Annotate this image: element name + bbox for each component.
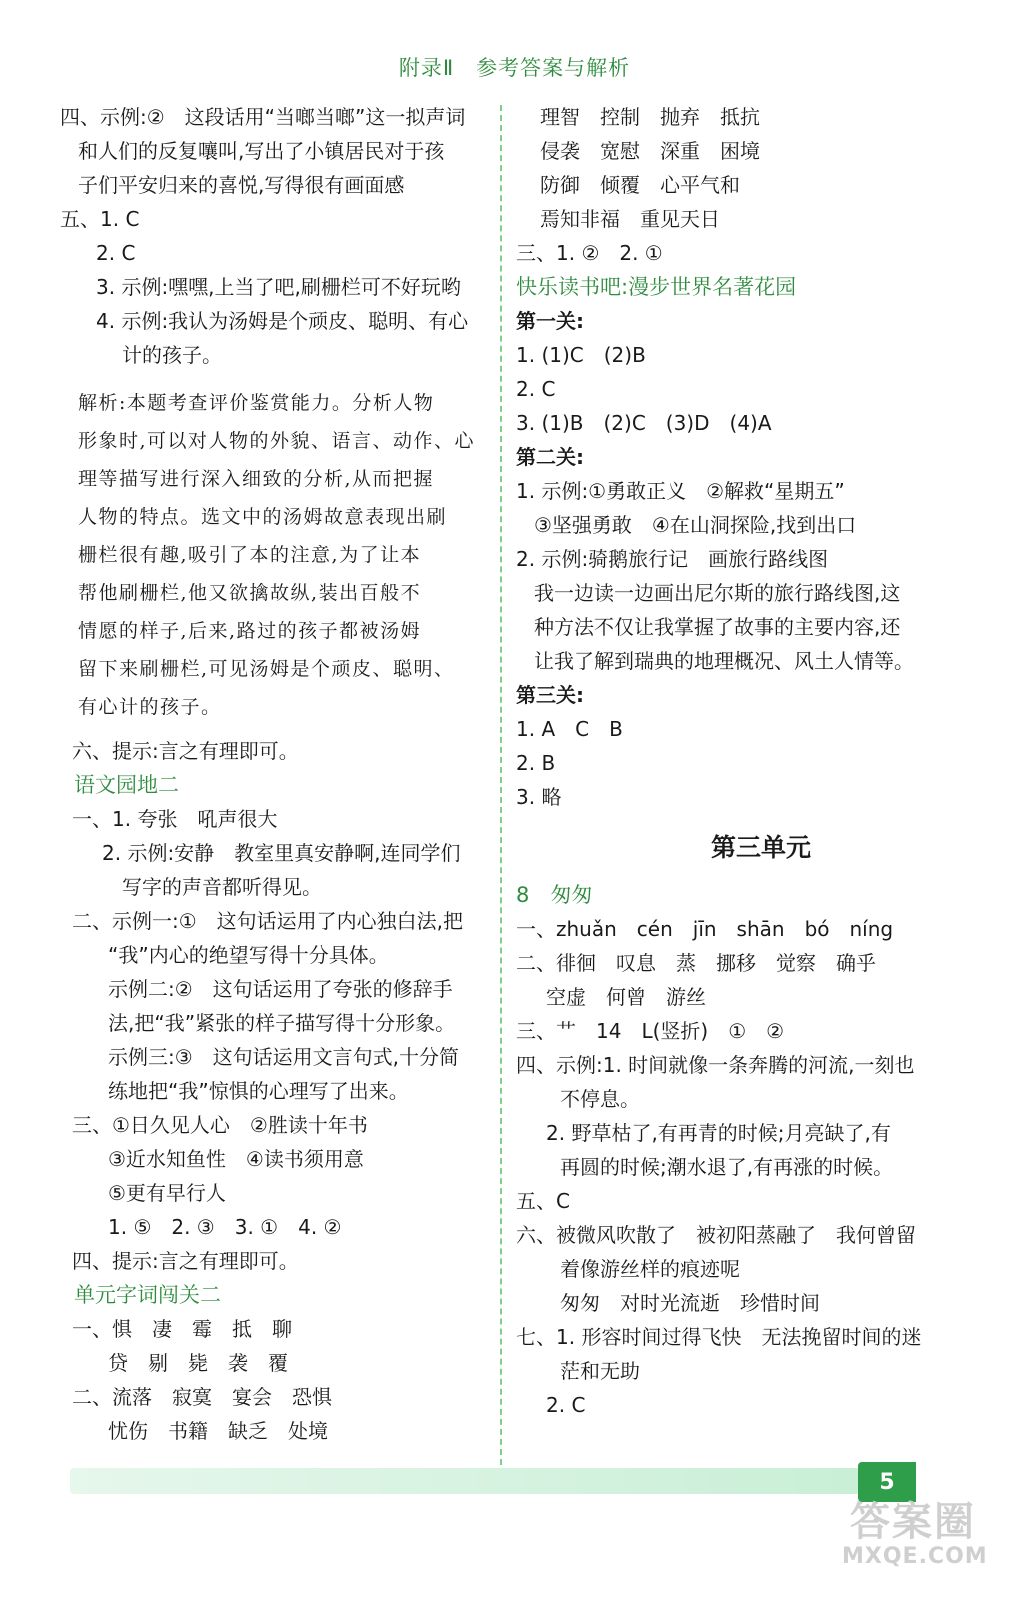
section-title: 快乐读书吧:漫步世界名著花园 <box>516 275 797 299</box>
answer-line: 2. 示例:骑鹅旅行记 画旅行路线图 <box>516 547 829 571</box>
analysis-line: 理等描写进行深入细致的分析,从而把握 <box>78 468 435 490</box>
level-heading: 第二关: <box>516 445 584 469</box>
analysis-line: 留下来刷栅栏,可见汤姆是个顽皮、聪明、 <box>78 658 455 680</box>
answer-line: 三、艹 14 L(竖折) ① ② <box>516 1019 785 1043</box>
answer-line: 1. 示例:①勇敢正义 ②解救“星期五” <box>516 479 845 503</box>
answer-line: 防御 倾覆 心平气和 <box>540 173 740 197</box>
answer-line: 忧伤 书籍 缺乏 处境 <box>108 1419 328 1443</box>
footer-band <box>70 1468 860 1494</box>
answer-line: 五、C <box>516 1189 570 1213</box>
unit-title: 第三单元 <box>710 833 811 862</box>
column-divider <box>500 105 502 1475</box>
answer-line: 着像游丝样的痕迹呢 <box>560 1257 740 1281</box>
analysis-line: 人物的特点。选文中的汤姆故意表现出刷 <box>78 506 448 528</box>
section-title: 语文园地二 <box>74 773 179 797</box>
answer-line: 种方法不仅让我掌握了故事的主要内容,还 <box>534 615 901 639</box>
answer-line: 六、被微风吹散了 被初阳蒸融了 我何曾留 <box>516 1223 916 1247</box>
answer-line: 三、1. ② 2. ① <box>516 241 663 265</box>
answer-line: 二、徘徊 叹息 蒸 挪移 觉察 确乎 <box>516 951 876 975</box>
answer-line: 空虚 何曾 游丝 <box>546 985 706 1009</box>
answer-line: 理智 控制 抛弃 抵抗 <box>540 105 760 129</box>
answer-line: 1. A C B <box>516 717 623 741</box>
appendix-label: 附录Ⅱ <box>398 56 455 80</box>
answer-line: 和人们的反复嚷叫,写出了小镇居民对于孩 <box>78 139 445 163</box>
analysis-line: 解析:本题考查评价鉴赏能力。分析人物 <box>78 392 435 414</box>
answer-line: 匆匆 对时光流逝 珍惜时间 <box>560 1291 820 1315</box>
answer-line: 法,把“我”紧张的样子描写得十分形象。 <box>108 1011 456 1035</box>
analysis-line: 帮他刷栅栏,他又欲擒故纵,装出百般不 <box>78 582 422 604</box>
answer-line: 2. 野草枯了,有再青的时候;月亮缺了,有 <box>546 1121 891 1145</box>
answer-line: 计的孩子。 <box>122 343 222 367</box>
answer-line: ③近水知鱼性 ④读书须用意 <box>108 1147 364 1171</box>
answer-line: 四、提示:言之有理即可。 <box>72 1249 299 1273</box>
answer-line: 三、①日久见人心 ②胜读十年书 <box>72 1113 368 1137</box>
answer-line: 子们平安归来的喜悦,写得很有画面感 <box>78 173 405 197</box>
answer-line: 六、提示:言之有理即可。 <box>72 739 299 763</box>
answer-line: 2. B <box>516 751 556 775</box>
answer-line: 侵袭 宽慰 深重 困境 <box>540 139 760 163</box>
answer-line: 示例二:② 这句话运用了夸张的修辞手 <box>108 977 453 1001</box>
answer-line: 五、1. C <box>60 207 140 231</box>
analysis-line: 有心计的孩子。 <box>78 696 222 718</box>
analysis-line: 情愿的样子,后来,路过的孩子都被汤姆 <box>78 620 422 642</box>
analysis-line: 形象时,可以对人物的外貌、语言、动作、心 <box>78 430 476 452</box>
answer-line: 2. C <box>516 377 556 401</box>
answer-line: 四、示例:② 这段话用“当啷当啷”这一拟声词 <box>60 105 466 129</box>
page-number: 5 <box>858 1462 916 1502</box>
answer-line: 4. 示例:我认为汤姆是个顽皮、聪明、有心 <box>96 309 469 333</box>
right-column <box>516 100 946 1422</box>
answer-line: 焉知非福 重见天日 <box>540 207 720 231</box>
answer-line: 七、1. 形容时间过得飞快 无法挽留时间的迷 <box>516 1325 922 1349</box>
answer-line: ⑤更有早行人 <box>108 1181 226 1205</box>
answer-line: 1. (1)C (2)B <box>516 343 646 367</box>
header-title: 参考答案与解析 <box>476 56 631 80</box>
answer-line: 再圆的时候;潮水退了,有再涨的时候。 <box>560 1155 894 1179</box>
answer-line: 我一边读一边画出尼尔斯的旅行路线图,这 <box>534 581 901 605</box>
level-heading: 第一关: <box>516 309 584 333</box>
answer-line: 练地把“我”惊惧的心理写了出来。 <box>108 1079 409 1103</box>
answer-line: 让我了解到瑞典的地理概况、风土人情等。 <box>534 649 914 673</box>
answer-line: 不停息。 <box>560 1087 640 1111</box>
answer-line: 3. 示例:嘿嘿,上当了吧,刷栅栏可不好玩哟 <box>96 275 461 299</box>
answer-line: 1. ⑤ 2. ③ 3. ① 4. ② <box>108 1215 342 1239</box>
answer-line: 一、惧 凄 霉 抵 聊 <box>72 1317 292 1341</box>
watermark-logo: 答案圈 <box>850 1499 976 1545</box>
answer-line: “我”内心的绝望写得十分具体。 <box>108 943 389 967</box>
answer-line: 二、流落 寂寞 宴会 恐惧 <box>72 1385 332 1409</box>
answer-line: 2. 示例:安静 教室里真安静啊,连同学们 <box>102 841 461 865</box>
left-column <box>60 100 488 1448</box>
answer-line: 3. (1)B (2)C (3)D (4)A <box>516 411 772 435</box>
answer-line: 一、zhuǎn cén jīn shān bó níng <box>516 917 894 941</box>
answer-line: 2. C <box>546 1393 586 1417</box>
answer-line: 一、1. 夸张 吼声很大 <box>72 807 278 831</box>
watermark-url: MXQE.COM <box>842 1544 988 1569</box>
answer-line: 二、示例一:① 这句话运用了内心独白法,把 <box>72 909 464 933</box>
answer-line: 3. 略 <box>516 785 562 809</box>
answer-line: 四、示例:1. 时间就像一条奔腾的河流,一刻也 <box>516 1053 915 1077</box>
section-title: 单元字词闯关二 <box>74 1283 221 1307</box>
answer-line: 贷 剔 毙 袭 覆 <box>108 1351 288 1375</box>
answer-line: 2. C <box>96 241 136 265</box>
answer-line: ③坚强勇敢 ④在山洞探险,找到出口 <box>534 513 857 537</box>
watermark <box>830 1490 1020 1590</box>
page-header <box>0 52 1029 82</box>
level-heading: 第三关: <box>516 683 584 707</box>
lesson-title: 8 匆匆 <box>516 883 593 907</box>
analysis-line: 栅栏很有趣,吸引了本的注意,为了让本 <box>78 544 422 566</box>
answer-line: 示例三:③ 这句话运用文言句式,十分简 <box>108 1045 460 1069</box>
answer-line: 茫和无助 <box>560 1359 640 1383</box>
answer-line: 写字的声音都听得见。 <box>122 875 322 899</box>
